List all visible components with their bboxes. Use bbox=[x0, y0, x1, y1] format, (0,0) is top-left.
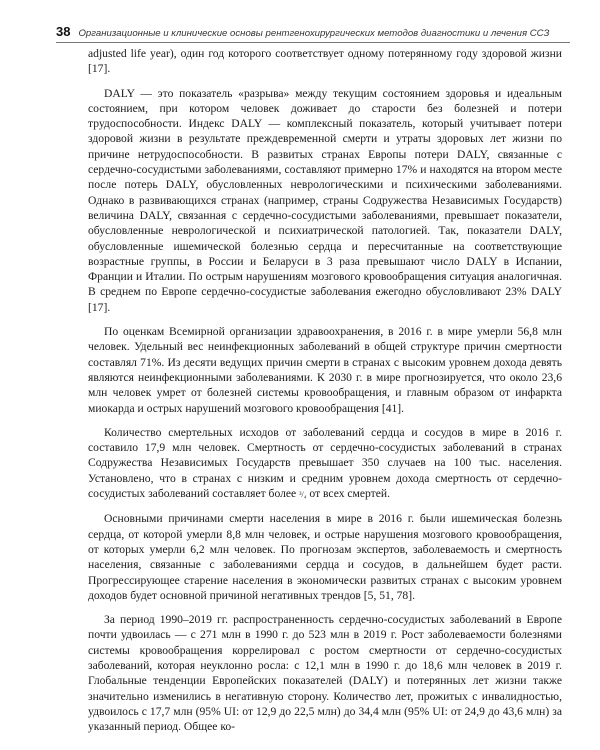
page-header bbox=[56, 24, 570, 39]
running-title: Организационные и клинические основы рентгенохирургических методов диагностики и лечения ССЗ bbox=[78, 28, 550, 39]
paragraph-continued: adjusted life year), один год которого соответствует одному потерянному году здоровой жизни [17]. bbox=[88, 47, 562, 76]
body-text bbox=[88, 46, 562, 743]
paragraph-who-estimates: По оценкам Всемирной организации здравоохранения, в 2016 г. в мире умерли 56,8 млн человек. Удельный вес неинфекционных заболеваний в общей структуре причин смертности составлял 71%. Из десяти ведущих причин смерти в странах с высоким уровнем дохода девять являются неинфекционными заболеваниями. К 2030 г. в мире прогнозируется, что около 23,6 млн человек умрет от болезней системы кровообращения, и главным образом от инфаркта миокарда и острых нарушений мозгового кровообращения [41]. bbox=[88, 325, 562, 415]
mortality-text: Количество смертельных исходов от заболеваний сердца и сосудов в мире в 2016 г. составило 17,9 млн человек. Смертность от сердечно-сосудистых заболеваний в странах Содружества Независимых Государств превышает 350 случаев на 100 тыс. населения. Установлено, что в странах с низким и средним уровнем дохода смертность от сердечно-сосудистых заболеваний составляет более bbox=[88, 425, 562, 501]
paragraph-prevalence: За период 1990–2019 гг. распространенность сердечно-сосудистых заболеваний в Европе почти удвоилась — с 271 млн в 1990 г. до 523 млн в 2019 г. Рост заболеваемости болезнями системы кровообращения коррелировал с ростом смертности от сердечно-сосудистых заболеваний, которая неуклонно росла: с 12,1 млн в 1990 г. до 18,6 млн человек в 2019 г. Глобальные тенденции Европейских показателей (DALY) и потерянных лет жизни также значительно изменились в негативную сторону. Количество лет, прожитых с инвалидностью, удвоилось с 17,7 млн (95% UI: от 12,9 до 22,5 млн) до 34,4 млн (95% UI: от 24,9 до 43,6 млн) за указанный период. Общее ко- bbox=[88, 613, 562, 734]
paragraph-main-causes: Основными причинами смерти населения в мире в 2016 г. были ишемическая болезнь сердца, от которой умерли 8,8 млн человек, и острые нарушения мозгового кровообращения, от которых умерли 6,2 млн человек. По прогнозам экспертов, заболеваемость и смертность населения, связанные с заболеваниями сердца и сосудов, в дальнейшем будет расти. Прогрессирующее старение населения в экономически развитых странах с высоким уровнем доходов будет основной причиной негативных трендов [5, 51, 78]. bbox=[88, 512, 562, 602]
fraction-three-quarters: ³/₄ bbox=[299, 490, 307, 500]
mortality-text-end: от всех смертей. bbox=[309, 487, 391, 501]
header-divider bbox=[56, 42, 570, 43]
paragraph-mortality bbox=[88, 425, 562, 502]
paragraph-daly: DALY — это показатель «разрыва» между текущим состоянием здоровья и идеальным состоянием, при котором человек доживает до старости без болезней и потери трудоспособности. Индекс DALY — комплексный показатель, который учитывает потери здоровой жизни в результате преждевременной смерти и утраты здоровых лет жизни по причине нетрудоспособности. В развитых странах Европы потери DALY, связанные с сердечно-сосудистыми заболеваниями, составляют примерно 17% и находятся на втором месте после потерь DALY, обусловленных неврологическими и психическими заболеваниями. Однако в развивающихся странах (например, страны Содружества Независимых Государств) величина DALY, связанная с сердечно-сосудистыми заболеваниями, превышает показатели, обусловленные неврологической и психиатрической патологией. Так, показатели DALY, обусловленные ишемической болезнью сердца и пересчитанные на соответствующие возрастные группы, в России и Беларуси в 3 раза превышают число DALY в Испании, Франции и Италии. По острым нарушениям мозгового кровообращения ситуация аналогичная. В среднем по Европе сердечно-сосудистые заболевания ежегодно обусловливают 23% DALY [17]. bbox=[88, 86, 562, 314]
page-number: 38 bbox=[56, 24, 71, 39]
